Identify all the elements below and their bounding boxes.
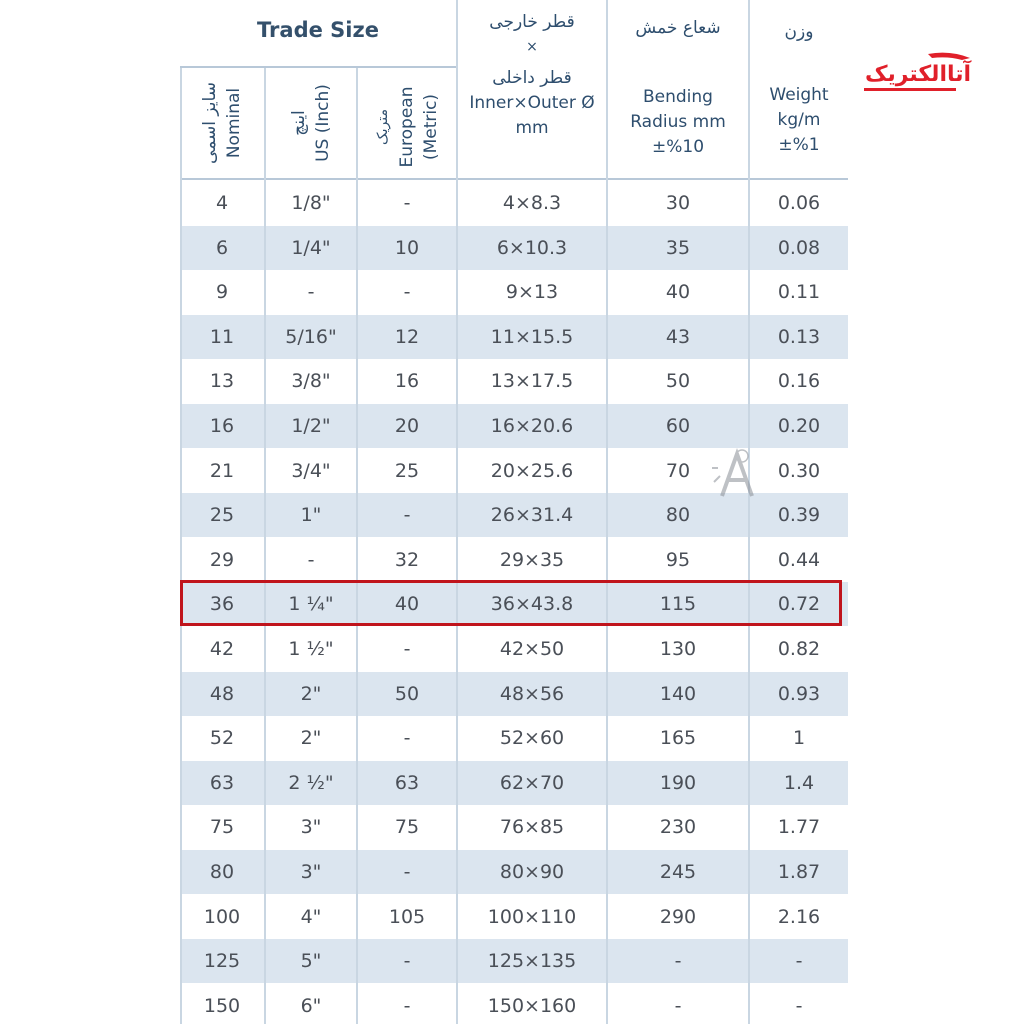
diameter-cell: 9×13 — [505, 281, 559, 304]
weight-cell: 0.16 — [777, 370, 821, 393]
weight-cell: 1.77 — [777, 816, 821, 839]
european-cell: - — [403, 950, 411, 973]
bending-radius-cell: 230 — [659, 816, 697, 839]
us-inch-cell: 3" — [300, 861, 322, 883]
col-divider — [264, 68, 266, 1024]
bending-radius-cell: 60 — [665, 415, 691, 437]
bending-radius-cell: 130 — [659, 638, 697, 660]
us-inch-cell: - — [307, 548, 315, 571]
bending-radius-cell: 140 — [659, 682, 697, 705]
eu-fa-label: متریک — [375, 109, 391, 145]
european-cell: - — [403, 638, 411, 660]
bending-radius-cell: 35 — [665, 236, 691, 259]
weight-cell: 0.93 — [777, 682, 821, 705]
us-inch-cell: 5" — [300, 950, 322, 973]
nominal-cell: 36 — [209, 593, 235, 616]
nominal-cell: 6 — [215, 236, 229, 259]
col-divider — [606, 0, 608, 1024]
diameter-cell: 48×56 — [499, 682, 565, 705]
watermark-logo-icon — [712, 446, 762, 502]
bending-radius-cell: - — [674, 950, 682, 973]
eu-en-label: European — [397, 86, 417, 168]
weight-cell: 0.20 — [777, 415, 821, 437]
diameter-cell: 76×85 — [499, 816, 565, 839]
weight-tolerance: ±%1 — [778, 135, 820, 155]
us-inch-cell: 6" — [300, 994, 322, 1017]
weight-cell: 2.16 — [777, 905, 821, 928]
european-cell: - — [403, 281, 411, 304]
weight-cell: 0.39 — [777, 504, 821, 527]
nominal-cell: 29 — [209, 548, 235, 571]
diameter-cell: 16×20.6 — [490, 415, 574, 437]
diameter-cell: 52×60 — [499, 727, 565, 750]
trade-size-heading: Trade Size — [257, 18, 379, 42]
diameter-times: × — [526, 39, 538, 55]
nominal-cell: 48 — [209, 682, 235, 705]
european-cell: 105 — [388, 905, 426, 928]
nominal-cell: 150 — [203, 994, 241, 1017]
european-metric-header — [364, 68, 450, 186]
nominal-cell: 4 — [215, 192, 229, 214]
diameter-cell: 11×15.5 — [490, 325, 574, 348]
nominal-cell: 80 — [209, 861, 235, 883]
diameter-cell: 13×17.5 — [490, 370, 574, 393]
bending-radius-cell: 165 — [659, 727, 697, 750]
weight-header — [750, 20, 848, 158]
us-inch-cell: 2 ½" — [288, 771, 334, 794]
nominal-en-label: Nominal — [224, 87, 244, 159]
nominal-cell: 75 — [209, 816, 235, 839]
diameter-cell: 62×70 — [499, 771, 565, 794]
weight-cell: 0.06 — [777, 192, 821, 214]
us-inch-cell: 3/8" — [291, 370, 331, 393]
diameter-cell: 36×43.8 — [490, 593, 574, 616]
bending-en-label: Bending — [643, 87, 713, 107]
european-cell: 20 — [394, 415, 420, 437]
european-cell: 40 — [394, 593, 420, 616]
bending-radius-cell: 115 — [659, 593, 697, 616]
bending-fa-label: شعاع خمش — [635, 18, 721, 38]
bending-en-unit: Radius mm — [630, 112, 726, 132]
bending-tolerance: ±%10 — [651, 137, 705, 157]
weight-cell: 0.08 — [777, 236, 821, 259]
bending-radius-cell: 190 — [659, 771, 697, 794]
weight-cell: 0.44 — [777, 548, 821, 571]
us-inch-cell: 1" — [300, 504, 322, 527]
diameter-header — [458, 10, 606, 141]
diameter-en-label: Inner×Outer Ø — [469, 93, 595, 113]
diameter-cell: 6×10.3 — [496, 236, 568, 259]
european-cell: 10 — [394, 236, 420, 259]
bending-radius-cell: 70 — [665, 459, 691, 482]
us-inch-cell: 3/4" — [291, 459, 331, 482]
diameter-cell: 4×8.3 — [502, 192, 562, 214]
weight-cell: 0.82 — [777, 638, 821, 660]
weight-cell: 0.11 — [777, 281, 821, 304]
us-inch-header — [272, 64, 350, 182]
diameter-fa-inner: قطر داخلی — [492, 68, 572, 88]
col-divider — [180, 68, 182, 1024]
european-cell: - — [403, 727, 411, 750]
nominal-cell: 13 — [209, 370, 235, 393]
nominal-cell: 21 — [209, 459, 235, 482]
weight-cell: 1 — [792, 727, 806, 750]
bending-radius-cell: 40 — [665, 281, 691, 304]
diameter-cell: 29×35 — [499, 548, 565, 571]
diameter-unit: mm — [515, 118, 549, 138]
col-divider — [748, 0, 750, 1024]
european-cell: 50 — [394, 682, 420, 705]
us-inch-cell: 1/4" — [291, 236, 331, 259]
european-cell: - — [403, 994, 411, 1017]
bending-radius-cell: 43 — [665, 325, 691, 348]
bending-radius-cell: 50 — [665, 370, 691, 393]
nominal-cell: 16 — [209, 415, 235, 437]
nominal-header — [183, 64, 261, 182]
eu-metric-label: (Metric) — [421, 93, 441, 161]
european-cell: 25 — [394, 459, 420, 482]
us-inch-cell: 1 ½" — [288, 638, 334, 660]
bending-radius-header — [608, 16, 748, 160]
nominal-cell: 52 — [209, 727, 235, 750]
company-logo — [858, 48, 978, 98]
nominal-fa-label: سایز اسمی — [200, 82, 220, 164]
weight-cell: - — [795, 950, 803, 973]
nominal-cell: 63 — [209, 771, 235, 794]
european-cell: 75 — [394, 816, 420, 839]
weight-cell: - — [795, 994, 803, 1017]
us-inch-cell: 1/2" — [291, 415, 331, 437]
bending-radius-cell: 80 — [665, 504, 691, 527]
european-cell: - — [403, 504, 411, 527]
us-en-label: US (Inch) — [313, 84, 333, 162]
weight-cell: 1.4 — [783, 771, 815, 794]
us-inch-cell: 2" — [300, 727, 322, 750]
weight-cell: 0.13 — [777, 325, 821, 348]
pipe-size-table — [180, 0, 848, 1024]
weight-cell: 1.87 — [777, 861, 821, 883]
european-cell: 32 — [394, 548, 420, 571]
col-divider — [456, 0, 458, 1024]
us-inch-cell: 1 ¼" — [288, 593, 334, 616]
us-fa-label: اینچ — [289, 110, 309, 136]
nominal-cell: 100 — [203, 905, 241, 928]
nominal-cell: 42 — [209, 638, 235, 660]
us-inch-cell: 2" — [300, 682, 322, 705]
european-cell: 12 — [394, 325, 420, 348]
bending-radius-cell: 30 — [665, 192, 691, 214]
european-cell: - — [403, 861, 411, 883]
nominal-cell: 9 — [215, 281, 229, 304]
european-cell: 63 — [394, 771, 420, 794]
weight-en-label: Weight — [769, 85, 829, 105]
logo-text: آتاالکتریک — [864, 62, 972, 87]
nominal-cell: 125 — [203, 950, 241, 973]
weight-unit: kg/m — [777, 110, 821, 130]
us-inch-cell: 5/16" — [285, 325, 337, 348]
us-inch-cell: 3" — [300, 816, 322, 839]
nominal-cell: 11 — [209, 325, 235, 348]
weight-cell: 0.72 — [777, 593, 821, 616]
diameter-cell: 125×135 — [487, 950, 577, 973]
weight-fa-label: وزن — [784, 22, 814, 42]
diameter-cell: 80×90 — [499, 861, 565, 883]
bending-radius-cell: 290 — [659, 905, 697, 928]
nominal-cell: 25 — [209, 504, 235, 527]
diameter-fa-outer: قطر خارجی — [489, 12, 575, 32]
us-inch-cell: 4" — [300, 905, 322, 928]
bending-radius-cell: 245 — [659, 861, 697, 883]
weight-cell: 0.30 — [777, 459, 821, 482]
european-cell: 16 — [394, 370, 420, 393]
bending-radius-cell: 95 — [665, 548, 691, 571]
diameter-cell: 26×31.4 — [490, 504, 574, 527]
european-cell: - — [403, 192, 411, 214]
diameter-cell: 42×50 — [499, 638, 565, 660]
diameter-cell: 150×160 — [487, 994, 577, 1017]
bending-radius-cell: - — [674, 994, 682, 1017]
diameter-cell: 20×25.6 — [490, 459, 574, 482]
us-inch-cell: - — [307, 281, 315, 304]
highlighted-row-box — [180, 580, 842, 626]
diameter-cell: 100×110 — [487, 905, 577, 928]
col-divider — [356, 68, 358, 1024]
us-inch-cell: 1/8" — [291, 192, 331, 214]
